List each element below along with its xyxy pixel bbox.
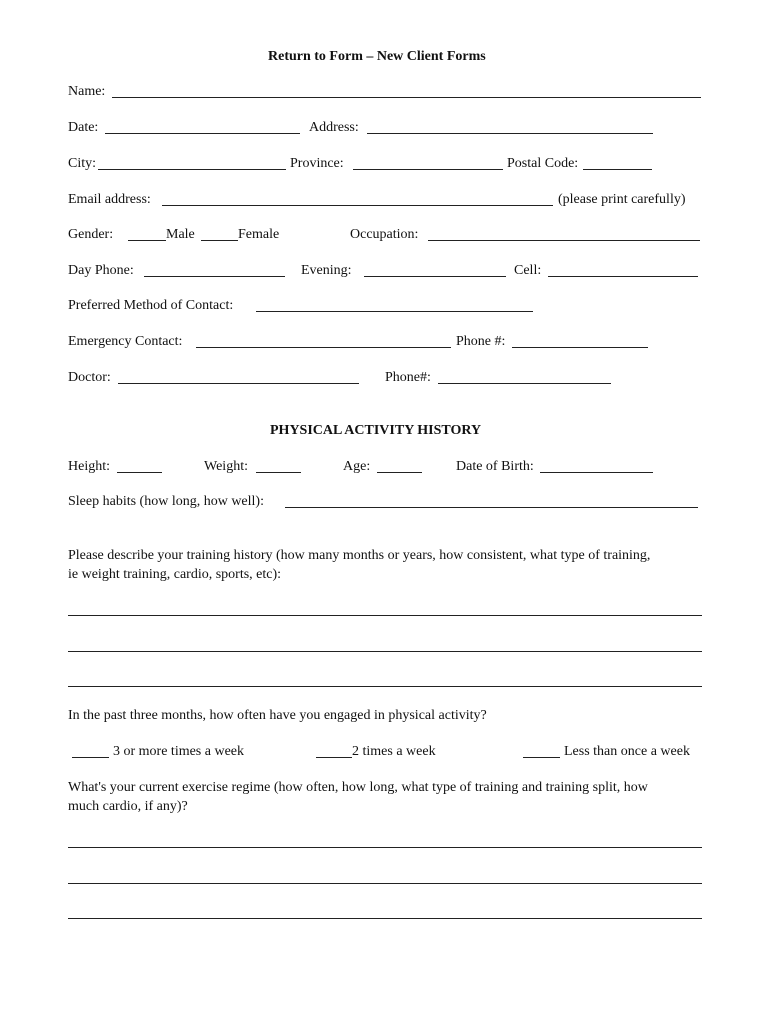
option-2-times-label: 2 times a week <box>352 744 436 759</box>
address-label: Address: <box>309 120 359 135</box>
occupation-field[interactable] <box>428 240 700 241</box>
preferred-contact-field[interactable] <box>256 311 533 312</box>
regime-answer-line[interactable] <box>68 847 702 848</box>
date-label: Date: <box>68 120 99 135</box>
age-field[interactable] <box>377 472 422 473</box>
weight-label: Weight: <box>204 459 248 474</box>
regime-answer-line[interactable] <box>68 883 702 884</box>
section-heading: PHYSICAL ACTIVITY HISTORY <box>270 423 482 438</box>
training-answer-line[interactable] <box>68 615 702 616</box>
cell-label: Cell: <box>514 263 542 278</box>
email-field[interactable] <box>162 205 553 206</box>
day-phone-label: Day Phone: <box>68 263 134 278</box>
emergency-phone-field[interactable] <box>512 347 648 348</box>
regime-question-line2: much cardio, if any)? <box>68 799 188 814</box>
day-phone-field[interactable] <box>144 276 285 277</box>
province-field[interactable] <box>353 169 503 170</box>
option-3-plus-field[interactable] <box>72 757 109 758</box>
evening-field[interactable] <box>364 276 506 277</box>
height-field[interactable] <box>117 472 162 473</box>
doctor-label: Doctor: <box>68 370 111 385</box>
male-label: Male <box>166 227 195 242</box>
emergency-phone-label: Phone #: <box>456 334 506 349</box>
gender-label: Gender: <box>68 227 114 242</box>
doctor-phone-field[interactable] <box>438 383 611 384</box>
activity-question: In the past three months, how often have you engaged in physical activity? <box>68 708 487 723</box>
name-label: Name: <box>68 84 106 99</box>
weight-field[interactable] <box>256 472 301 473</box>
name-field[interactable] <box>112 97 701 98</box>
female-field[interactable] <box>201 240 238 241</box>
email-label: Email address: <box>68 192 151 207</box>
form-title: Return to Form – New Client Forms <box>268 49 486 64</box>
regime-question-line1: What's your current exercise regime (how often, how long, what type of training and training split, how <box>68 780 648 795</box>
cell-field[interactable] <box>548 276 698 277</box>
city-label: City: <box>68 156 97 171</box>
dob-label: Date of Birth: <box>456 459 534 474</box>
postal-code-label: Postal Code: <box>507 156 579 171</box>
province-label: Province: <box>290 156 344 171</box>
evening-label: Evening: <box>301 263 352 278</box>
emergency-contact-label: Emergency Contact: <box>68 334 183 349</box>
doctor-field[interactable] <box>118 383 359 384</box>
height-label: Height: <box>68 459 110 474</box>
training-question-line2: ie weight training, cardio, sports, etc): <box>68 567 282 582</box>
option-less-than-once-field[interactable] <box>523 757 560 758</box>
option-2-times-field[interactable] <box>316 757 352 758</box>
email-note: (please print carefully) <box>558 192 686 207</box>
female-label: Female <box>238 227 280 242</box>
emergency-contact-field[interactable] <box>196 347 451 348</box>
training-answer-line[interactable] <box>68 651 702 652</box>
dob-field[interactable] <box>540 472 653 473</box>
option-3-plus-label: 3 or more times a week <box>113 744 245 759</box>
city-field[interactable] <box>98 169 286 170</box>
date-field[interactable] <box>105 133 300 134</box>
regime-answer-line[interactable] <box>68 918 702 919</box>
preferred-contact-label: Preferred Method of Contact: <box>68 298 234 313</box>
option-less-than-once-label: Less than once a week <box>564 744 690 759</box>
address-field[interactable] <box>367 133 653 134</box>
occupation-label: Occupation: <box>350 227 419 242</box>
male-field[interactable] <box>128 240 166 241</box>
sleep-label: Sleep habits (how long, how well): <box>68 494 264 509</box>
training-question-line1: Please describe your training history (how many months or years, how consistent, what type of training, <box>68 548 651 563</box>
doctor-phone-label: Phone#: <box>385 370 431 385</box>
postal-code-field[interactable] <box>583 169 652 170</box>
training-answer-line[interactable] <box>68 686 702 687</box>
sleep-field[interactable] <box>285 507 698 508</box>
age-label: Age: <box>343 459 371 474</box>
